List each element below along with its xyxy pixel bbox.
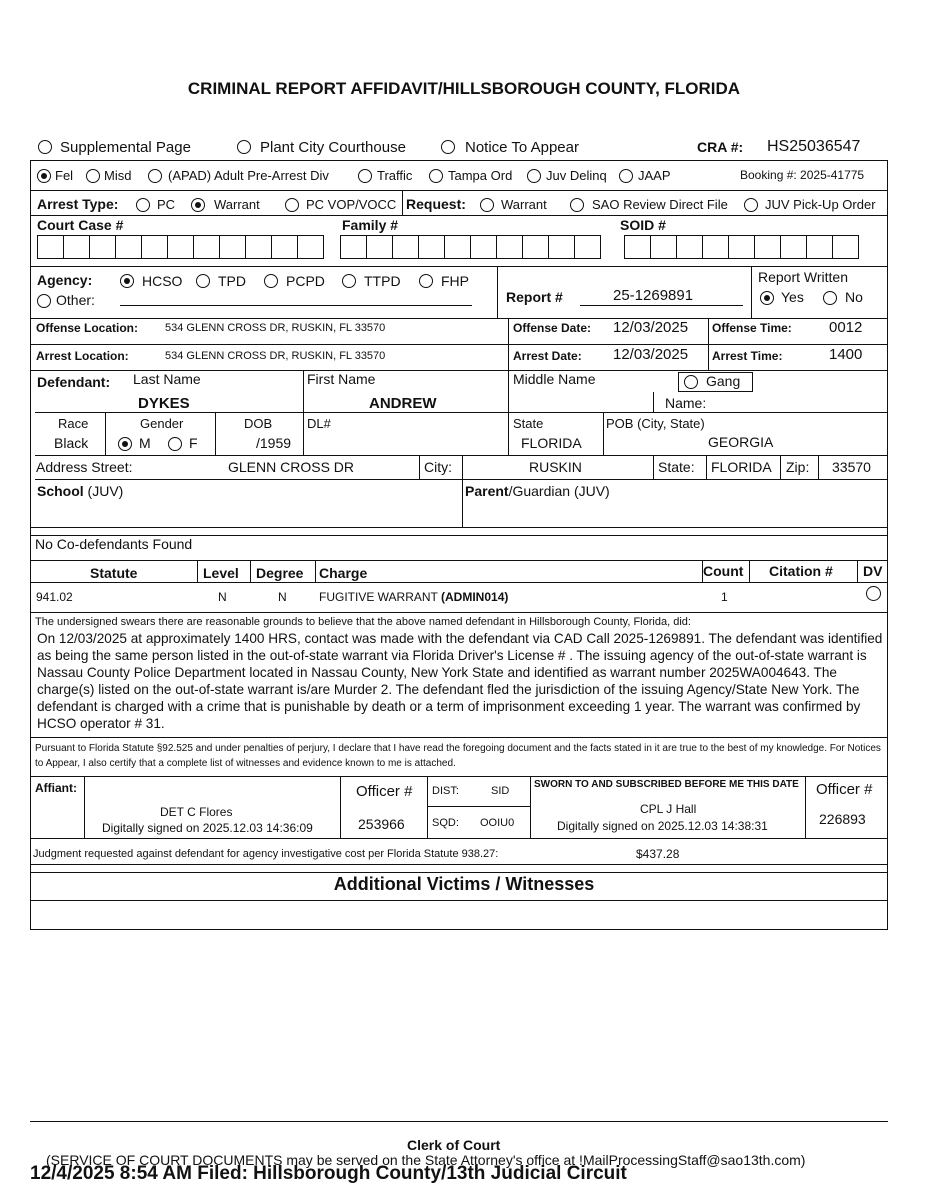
arrest-type-label: Arrest Type: — [37, 196, 119, 212]
hcso-label: HCSO — [142, 273, 183, 289]
char-box[interactable] — [392, 235, 419, 259]
row-divider — [105, 412, 106, 455]
row-divider — [805, 776, 806, 838]
row-divider — [603, 412, 604, 455]
perjury-statement: Pursuant to Florida Statute §92.525 and under penalties of perjury, I declare that I have read the foregoing document and the facts stated in it are true to the best of my knowledge. For Notices to Appear, I also certify that a complete list of witnesses and evidence known to me is attached. — [35, 743, 881, 769]
charge-degree: N — [278, 590, 287, 604]
row-divider — [340, 776, 341, 838]
row-divider — [530, 776, 531, 838]
row-divider — [303, 370, 304, 412]
addr-state-label: State: — [658, 459, 695, 475]
row-divider — [857, 560, 858, 582]
arrest-date: 12/03/2025 — [613, 346, 689, 363]
row-divider — [427, 806, 530, 807]
char-box[interactable] — [418, 235, 445, 259]
fhp-radio[interactable] — [419, 274, 433, 288]
narrative-body: On 12/03/2025 at approximately 1400 HRS, contact was made with the defendant via CAD Call 2025-1269891. The defendant was identified as being the same person listed in the out-of-state warrant via Florida Driver's License # . The issuing agency of the out-of-state warrant is Nassau County Police Department located in Nassau County, New York State and identified as warrant number 2025WA004643. The charge(s) listed on the out-of-state warrant is/are Murder 2. The defendant fled the jurisdiction of the issuing Agency/State New York. The defendant is charged with a crime that is punishable by death or a term of imprisonment exceeding 1 year. The warrant was confirmed by HCSO operator # 31. — [37, 631, 883, 731]
juv-delinq-radio[interactable] — [527, 169, 541, 183]
char-box[interactable] — [728, 235, 755, 259]
char-box[interactable] — [522, 235, 549, 259]
zip-label: Zip: — [786, 459, 810, 475]
charge-description: FUGITIVE WARRANT (ADMIN014) — [319, 590, 509, 604]
row-divider — [419, 455, 420, 479]
address-label: Address Street: — [36, 459, 133, 475]
row-divider — [30, 737, 888, 738]
zip-value: 33570 — [832, 459, 871, 475]
pcpd-radio[interactable] — [264, 274, 278, 288]
jaap-radio[interactable] — [619, 169, 633, 183]
row-divider — [30, 864, 888, 865]
request-warrant-label: Warrant — [501, 197, 547, 212]
char-box[interactable] — [496, 235, 523, 259]
char-box[interactable] — [193, 235, 220, 259]
parent-label: Parent/Guardian (JUV) — [465, 483, 610, 499]
degree-header: Degree — [256, 565, 304, 581]
tampa-ord-radio[interactable] — [429, 169, 443, 183]
pc-vop-radio[interactable] — [285, 198, 299, 212]
offense-date: 12/03/2025 — [613, 319, 689, 336]
fhp-label: FHP — [441, 273, 469, 289]
filed-stamp: 12/4/2025 8:54 AM Filed: Hillsborough County/13th Judicial Circuit — [30, 1163, 627, 1184]
court-case-label: Court Case # — [37, 217, 124, 233]
row-divider — [780, 455, 781, 479]
row-divider — [303, 412, 304, 455]
char-box[interactable] — [702, 235, 729, 259]
supplemental-radio[interactable] — [38, 140, 52, 154]
row-divider — [751, 266, 752, 318]
char-box[interactable] — [37, 235, 64, 259]
charge-level: N — [218, 590, 227, 604]
form-title: CRIMINAL REPORT AFFIDAVIT/HILLSBOROUGH COUNTY, FLORIDA — [187, 79, 741, 98]
char-box[interactable] — [624, 235, 651, 259]
tpd-label: TPD — [218, 273, 246, 289]
first-name: ANDREW — [369, 395, 437, 412]
dv-header: DV — [863, 563, 883, 579]
row-divider — [749, 560, 750, 582]
row-divider — [427, 776, 428, 838]
arrest-location: 534 GLENN CROSS DR, RUSKIN, FL 33570 — [165, 350, 386, 362]
pc-radio[interactable] — [136, 198, 150, 212]
arrest-time: 1400 — [829, 346, 863, 363]
offense-date-label: Offense Date: — [513, 321, 592, 335]
char-box[interactable] — [115, 235, 142, 259]
gender-male-radio[interactable] — [118, 437, 132, 451]
affiant-label: Affiant: — [35, 781, 77, 795]
report-number-line — [580, 305, 743, 306]
charge-count: 1 — [721, 590, 728, 604]
row-divider — [30, 776, 888, 777]
cra-value: HS25036547 — [767, 138, 861, 155]
count-header: Count — [703, 563, 744, 579]
pob-value: GEORGIA — [708, 434, 774, 450]
juv-pickup-label: JUV Pick-Up Order — [765, 197, 876, 212]
other-agency-radio[interactable] — [37, 294, 51, 308]
last-name-label: Last Name — [133, 371, 201, 387]
row-divider — [708, 344, 709, 370]
middle-name-label: Middle Name — [513, 371, 596, 387]
level-header: Level — [203, 565, 239, 581]
sqd-label: SQD: — [432, 817, 459, 829]
char-box[interactable] — [470, 235, 497, 259]
row-divider — [30, 344, 888, 345]
gang-label: Gang — [706, 373, 741, 389]
row-divider — [30, 612, 888, 613]
dob-label: DOB — [244, 416, 273, 431]
ttpd-label: TTPD — [364, 273, 401, 289]
affiant-name: DET C Flores — [160, 805, 233, 819]
row-divider — [30, 190, 888, 191]
row-divider — [706, 455, 707, 479]
dv-checkbox[interactable] — [866, 586, 881, 601]
defendant-label: Defendant: — [37, 374, 111, 390]
fel-radio[interactable] — [37, 169, 51, 183]
soid-label: SOID # — [620, 217, 666, 233]
fel-label: Fel — [55, 168, 74, 183]
offense-location-label: Offense Location: — [36, 321, 139, 335]
pc-vop-label: PC VOP/VOCC — [306, 197, 397, 212]
report-number: 25-1269891 — [613, 287, 694, 304]
char-box[interactable] — [754, 235, 781, 259]
sworn-signed: Digitally signed on 2025.12.03 14:38:31 — [557, 819, 768, 833]
form-border-right — [887, 160, 888, 930]
notice-to-appear-label: Notice To Appear — [465, 139, 579, 156]
row-divider — [508, 412, 509, 455]
sworn-officer-number: 226893 — [819, 811, 866, 827]
codefendants-text: No Co-defendants Found — [35, 536, 193, 552]
char-box[interactable] — [89, 235, 116, 259]
row-divider — [30, 266, 888, 267]
sao-review-label: SAO Review Direct File — [592, 197, 728, 212]
char-box[interactable] — [340, 235, 367, 259]
row-divider — [653, 455, 654, 479]
row-divider — [30, 560, 888, 561]
arrest-time-label: Arrest Time: — [712, 349, 783, 363]
dl-state-value: FLORIDA — [521, 435, 582, 451]
sworn-officer-label: Officer # — [816, 781, 873, 798]
jaap-label: JAAP — [638, 168, 671, 183]
request-warrant-radio[interactable] — [480, 198, 494, 212]
ttpd-radio[interactable] — [342, 274, 356, 288]
notice-to-appear-radio[interactable] — [441, 140, 455, 154]
row-divider — [30, 215, 888, 216]
affiant-officer-number: 253966 — [358, 816, 405, 832]
first-name-label: First Name — [307, 371, 376, 387]
char-box[interactable] — [650, 235, 677, 259]
warrant-label: Warrant — [214, 197, 260, 212]
city-label: City: — [424, 459, 452, 475]
misd-radio[interactable] — [86, 169, 100, 183]
offense-time-label: Offense Time: — [712, 321, 792, 335]
gang-radio[interactable] — [684, 375, 698, 389]
statute-header: Statute — [90, 565, 138, 581]
school-label: School (JUV) — [37, 483, 124, 499]
row-divider — [315, 560, 316, 582]
row-divider — [462, 479, 463, 527]
city-value: RUSKIN — [529, 459, 582, 475]
gender-label: Gender — [140, 416, 184, 431]
apad-radio[interactable] — [148, 169, 162, 183]
additional-victims-title: Additional Victims / Witnesses — [333, 874, 595, 894]
other-agency-label: Other: — [56, 292, 95, 308]
footer-rule — [30, 1121, 888, 1122]
arrest-date-label: Arrest Date: — [513, 349, 582, 363]
offense-location: 534 GLENN CROSS DR, RUSKIN, FL 33570 — [165, 322, 386, 334]
row-divider — [30, 838, 888, 839]
row-divider — [508, 370, 509, 412]
sworn-name: CPL J Hall — [640, 802, 697, 816]
char-box[interactable] — [676, 235, 703, 259]
pcpd-label: PCPD — [286, 273, 325, 289]
row-divider — [30, 872, 888, 873]
char-box[interactable] — [141, 235, 168, 259]
dl-label: DL# — [307, 416, 331, 431]
char-box[interactable] — [548, 235, 575, 259]
cra-label: CRA #: — [697, 139, 744, 155]
char-box[interactable] — [245, 235, 272, 259]
juv-delinq-label: Juv Delinq — [546, 168, 607, 183]
race-label: Race — [58, 416, 89, 431]
sao-review-radio[interactable] — [570, 198, 584, 212]
charge-statute: 941.02 — [36, 590, 73, 604]
sqd-value: OOIU0 — [480, 817, 515, 829]
char-box[interactable] — [271, 235, 298, 259]
row-divider — [84, 776, 85, 838]
affiant-signed: Digitally signed on 2025.12.03 14:36:09 — [102, 821, 313, 835]
row-divider — [462, 455, 463, 479]
row-divider — [402, 190, 403, 215]
affiant-officer-label: Officer # — [356, 783, 413, 800]
race-value: Black — [54, 435, 89, 451]
row-divider — [30, 527, 888, 528]
row-divider — [653, 392, 654, 412]
narrative-intro: The undersigned swears there are reasonable grounds to believe that the above named defendant in Hillsborough County, Florida, did: — [35, 616, 691, 628]
char-box[interactable] — [219, 235, 246, 259]
supplemental-label: Supplemental Page — [60, 139, 191, 156]
tampa-ord-label: Tampa Ord — [448, 168, 513, 183]
gender-female-label: F — [189, 435, 198, 451]
char-box[interactable] — [297, 235, 324, 259]
booking-number: Booking #: 2025-41775 — [740, 168, 865, 182]
row-divider — [35, 455, 887, 456]
row-divider — [215, 412, 216, 455]
gender-female-radio[interactable] — [168, 437, 182, 451]
char-box[interactable] — [780, 235, 807, 259]
report-written-no-radio[interactable] — [823, 291, 837, 305]
row-divider — [508, 344, 509, 370]
gender-male-label: M — [139, 435, 151, 451]
judgment-amount: $437.28 — [636, 847, 680, 861]
sworn-label: SWORN TO AND SUBSCRIBED BEFORE ME THIS DATE — [534, 779, 799, 790]
char-box[interactable] — [832, 235, 859, 259]
tpd-radio[interactable] — [196, 274, 210, 288]
report-written-yes-radio[interactable] — [760, 291, 774, 305]
dob-value: /1959 — [256, 435, 292, 451]
plant-city-label: Plant City Courthouse — [260, 139, 406, 156]
plant-city-radio[interactable] — [237, 140, 251, 154]
report-number-label: Report # — [506, 289, 563, 305]
hcso-radio[interactable] — [120, 274, 134, 288]
report-written-label: Report Written — [758, 269, 848, 285]
row-divider — [30, 318, 888, 319]
other-agency-line[interactable] — [120, 305, 472, 306]
form-border-bottom — [30, 929, 888, 930]
arrest-location-label: Arrest Location: — [36, 349, 129, 363]
form-border-left — [30, 160, 31, 930]
row-divider — [30, 582, 888, 583]
report-written-yes-label: Yes — [781, 289, 804, 305]
judgment-text: Judgment requested against defendant for agency investigative cost per Florida Statute 938.27: — [33, 848, 499, 860]
form-border-top — [30, 160, 888, 161]
row-divider — [250, 560, 251, 582]
warrant-radio[interactable] — [191, 198, 205, 212]
report-written-no-label: No — [845, 289, 863, 305]
last-name: DYKES — [138, 395, 190, 412]
charge-header: Charge — [319, 565, 368, 581]
char-box[interactable] — [574, 235, 601, 259]
row-divider — [708, 318, 709, 344]
pc-label: PC — [157, 197, 176, 212]
row-divider — [35, 479, 887, 480]
family-label: Family # — [342, 217, 399, 233]
row-divider — [508, 318, 509, 344]
agency-label: Agency: — [37, 272, 93, 288]
service-notice: (SERVICE OF COURT DOCUMENTS may be served on the State Attorney's office at !MailProcessingStaff@sao13th.com) — [46, 1152, 806, 1168]
char-box[interactable] — [366, 235, 393, 259]
pob-label: POB (City, State) — [606, 416, 705, 431]
traffic-label: Traffic — [377, 168, 413, 183]
row-divider — [35, 412, 887, 413]
addr-state-value: FLORIDA — [711, 459, 772, 475]
misd-label: Misd — [104, 168, 132, 183]
dl-state-label: State — [513, 416, 544, 431]
traffic-radio[interactable] — [358, 169, 372, 183]
char-box[interactable] — [63, 235, 90, 259]
dist-value: SID — [491, 785, 510, 797]
request-label: Request: — [406, 196, 466, 212]
address-value: GLENN CROSS DR — [228, 459, 355, 475]
apad-label: (APAD) Adult Pre-Arrest Div — [168, 168, 329, 183]
offense-time: 0012 — [829, 319, 863, 336]
citation-header: Citation # — [769, 563, 833, 579]
row-divider — [497, 266, 498, 318]
row-divider — [30, 900, 888, 901]
clerk-of-court: Clerk of Court — [407, 1137, 501, 1153]
row-divider — [818, 455, 819, 479]
dist-label: DIST: — [432, 785, 459, 797]
row-divider — [197, 560, 198, 582]
char-box[interactable] — [806, 235, 833, 259]
gang-name-label: Name: — [665, 395, 707, 411]
char-box[interactable] — [167, 235, 194, 259]
char-box[interactable] — [444, 235, 471, 259]
juv-pickup-radio[interactable] — [744, 198, 758, 212]
